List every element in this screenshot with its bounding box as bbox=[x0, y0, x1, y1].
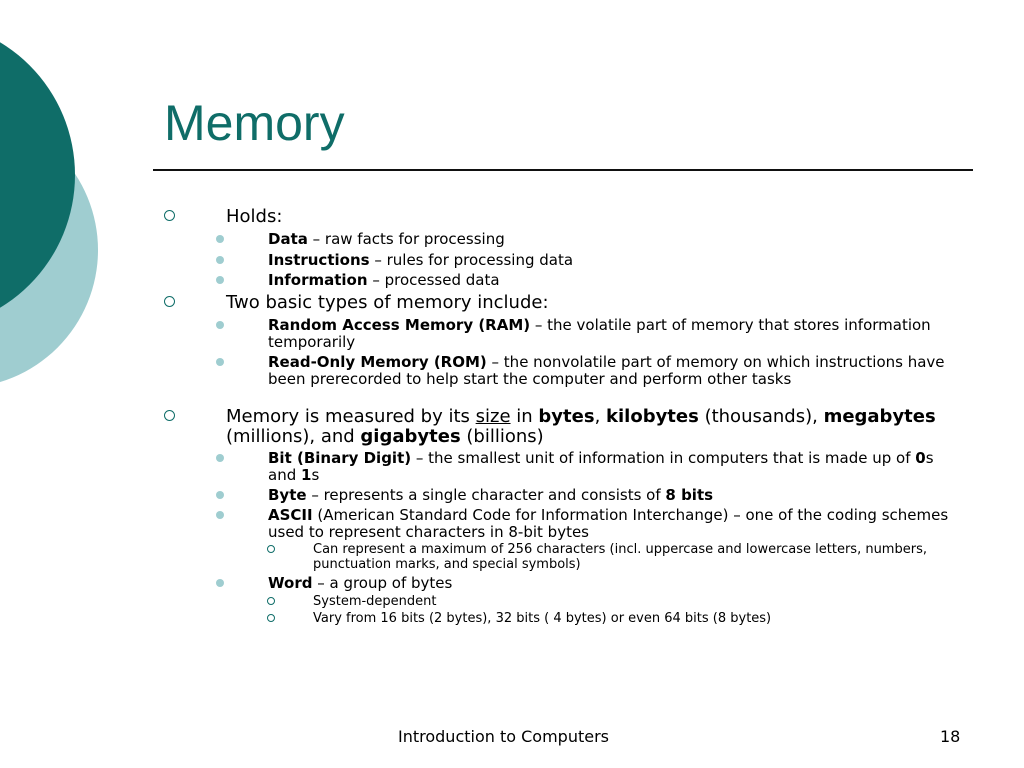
description: (American Standard Code for Information Interchange) – one of the coding schemes used to represent characters in 8-bit bytes bbox=[268, 506, 949, 541]
slide-title: Memory bbox=[164, 95, 345, 151]
bullet-measured bbox=[164, 407, 964, 447]
list-item bbox=[213, 252, 963, 269]
bits-value: 8 bits bbox=[665, 486, 714, 504]
dot-bullet-icon bbox=[216, 256, 224, 264]
bytes-term: bytes bbox=[538, 406, 595, 427]
dot-bullet-icon bbox=[216, 276, 224, 284]
list-item bbox=[213, 231, 963, 248]
bullet-types bbox=[164, 293, 964, 313]
dot-bullet-icon bbox=[216, 454, 224, 462]
dot-bullet-icon bbox=[216, 579, 224, 587]
description: – raw facts for processing bbox=[307, 230, 505, 248]
list-item bbox=[213, 354, 963, 387]
list-item bbox=[213, 507, 963, 540]
description: Vary from 16 bits (2 bytes), 32 bits ( 4 bytes) or even 64 bits (8 bytes) bbox=[313, 611, 772, 626]
zero-digit: 0 bbox=[915, 449, 926, 467]
term: Random Access Memory (RAM) bbox=[268, 316, 531, 334]
sub-list-item bbox=[265, 595, 965, 610]
hollow-bullet-icon bbox=[164, 210, 175, 221]
size-term: size bbox=[475, 406, 511, 427]
list-item bbox=[213, 272, 963, 289]
megabytes-term: megabytes bbox=[823, 406, 936, 427]
bullet-holds-label: Holds: bbox=[226, 206, 283, 227]
small-hollow-bullet-icon bbox=[267, 545, 275, 553]
bullet-measured-text bbox=[226, 407, 964, 447]
description: Can represent a maximum of 256 characters (incl. uppercase and lowercase letters, numbers, punctuation marks, and special symbols) bbox=[313, 542, 927, 572]
description: – a group of bytes bbox=[312, 574, 453, 592]
term: Information bbox=[268, 271, 368, 289]
term: Byte bbox=[268, 486, 307, 504]
list-item bbox=[213, 317, 963, 350]
description: – the nonvolatile part of memory on which instructions have been prerecorded to help start the computer and perform other tasks bbox=[268, 353, 945, 388]
hollow-bullet-icon bbox=[164, 410, 175, 421]
kilobytes-term: kilobytes bbox=[606, 406, 699, 427]
hollow-bullet-icon bbox=[164, 296, 175, 307]
sub-list-item bbox=[265, 543, 965, 572]
term: Instructions bbox=[268, 251, 370, 269]
text-segment: , bbox=[594, 406, 607, 427]
dot-bullet-icon bbox=[216, 491, 224, 499]
text-segment: s bbox=[311, 465, 320, 484]
description: – the volatile part of memory that stores information temporarily bbox=[268, 316, 931, 351]
text-segment: in bbox=[510, 406, 539, 427]
text-segment: Memory is measured by its bbox=[226, 406, 476, 427]
description: – rules for processing data bbox=[369, 251, 574, 269]
term: Word bbox=[268, 574, 313, 592]
bullet-types-label: Two basic types of memory include: bbox=[226, 292, 549, 313]
slide-number: 18 bbox=[940, 727, 961, 746]
gigabytes-term: gigabytes bbox=[360, 426, 461, 447]
footer-text: Introduction to Computers bbox=[398, 727, 609, 746]
list-item bbox=[213, 575, 963, 592]
small-hollow-bullet-icon bbox=[267, 597, 275, 605]
dot-bullet-icon bbox=[216, 358, 224, 366]
dot-bullet-icon bbox=[216, 235, 224, 243]
text-segment: s and bbox=[268, 449, 934, 484]
description: – represents a single character and consists of bbox=[306, 486, 666, 504]
description: – processed data bbox=[367, 271, 500, 289]
dot-bullet-icon bbox=[216, 321, 224, 329]
list-item bbox=[213, 450, 963, 483]
sub-list-item bbox=[265, 612, 965, 627]
description: System-dependent bbox=[313, 594, 437, 609]
term: ASCII bbox=[268, 506, 313, 524]
text-segment: (thousands), bbox=[698, 406, 824, 427]
one-digit: 1 bbox=[301, 465, 312, 484]
term: Bit (Binary Digit) bbox=[268, 449, 412, 467]
list-item bbox=[213, 487, 963, 504]
description: – the smallest unit of information in computers that is made up of bbox=[411, 449, 916, 467]
term: Data bbox=[268, 230, 308, 248]
small-hollow-bullet-icon bbox=[267, 614, 275, 622]
text-segment: (millions), and bbox=[226, 426, 361, 447]
text-segment: (billions) bbox=[460, 426, 544, 447]
bullet-holds bbox=[164, 207, 964, 227]
dot-bullet-icon bbox=[216, 511, 224, 519]
term: Read-Only Memory (ROM) bbox=[268, 353, 487, 371]
